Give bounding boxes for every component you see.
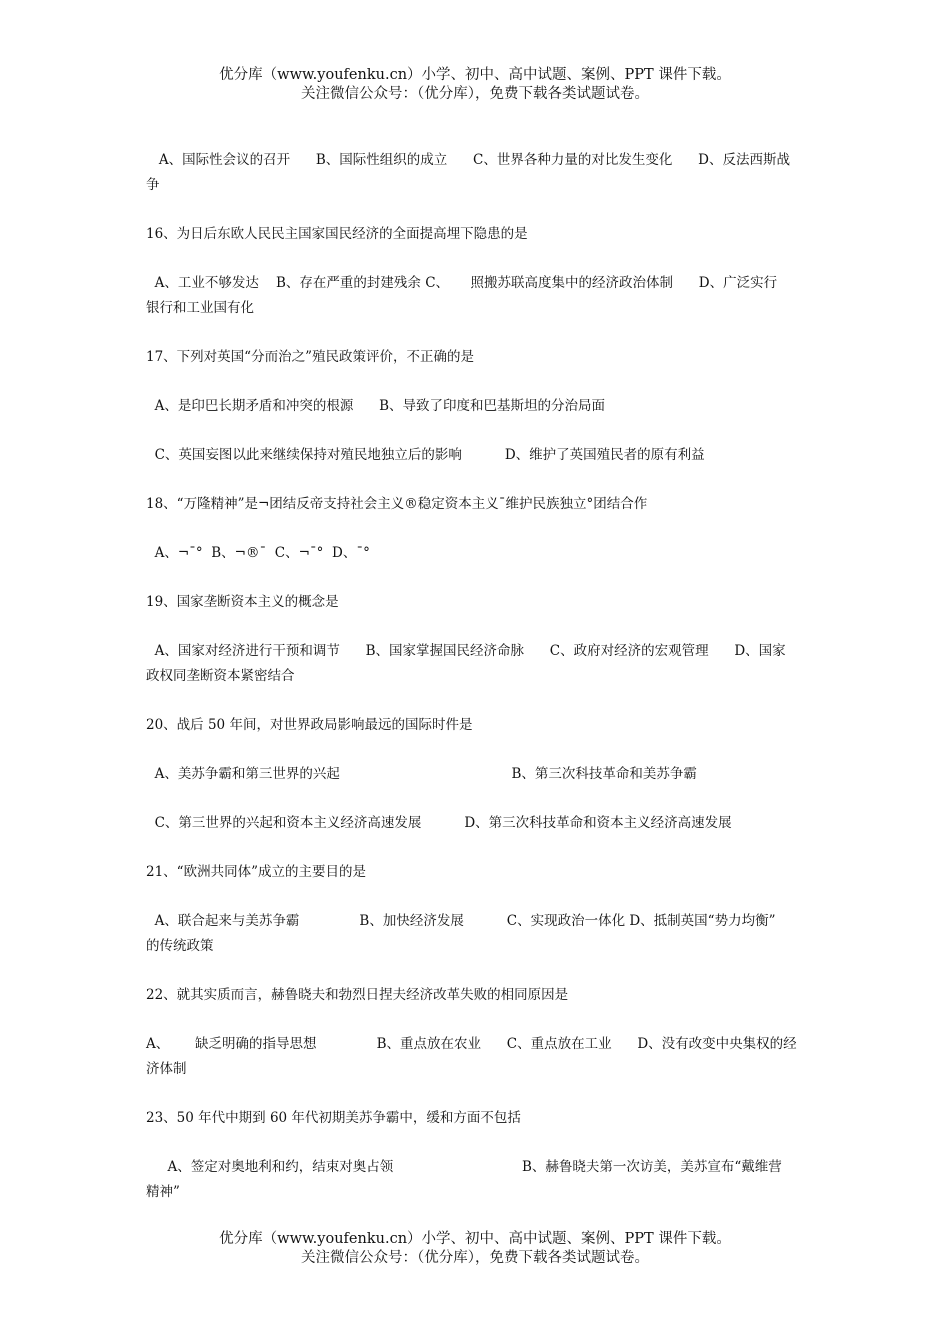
text-line: A、¬¯° B、¬®¯ C、¬¯° D、¯° (146, 545, 370, 561)
options-block (146, 811, 808, 836)
text-line: A、 缺乏明确的指导思想 B、重点放在农业 C、重点放在工业 D、没有改变中央集权的经 (146, 1036, 797, 1052)
options-block (146, 271, 808, 321)
options-block (146, 762, 808, 787)
text-line: C、第三世界的兴起和资本主义经济高速发展 D、第三次科技革命和资本主义经济高速发展 (146, 815, 732, 831)
document-body (146, 148, 808, 1205)
text-line: A、签定对奥地利和约，结束对奥占领 B、赫鲁晓夫第一次访美，美苏宣布“戴维营 (146, 1159, 782, 1175)
options-block (146, 443, 808, 468)
question-17 (146, 345, 808, 370)
question-text: 21、“欧洲共同体”成立的主要目的是 (146, 864, 366, 880)
question-text: 22、就其实质而言，赫鲁晓夫和勃烈日捏夫经济改革失败的相同原因是 (146, 987, 569, 1003)
options-block (146, 1155, 808, 1205)
question-20 (146, 713, 808, 738)
header-line-1: 优分库（www.youfenku.cn）小学、初中、高中试题、案例、PPT 课件下载。 (219, 67, 731, 83)
text-line: A、联合起来与美苏争霸 B、加快经济发展 C、实现政治一体化 D、抵制英国“势力均衡” (146, 913, 776, 929)
question-21 (146, 860, 808, 885)
text-line: 争 (146, 177, 160, 193)
question-text: 18、“万隆精神”是¬团结反帝支持社会主义®稳定资本主义¯维护民族独立°团结合作 (146, 496, 648, 512)
header-line-2: 关注微信公众号：（优分库），免费下载各类试题试卷。 (301, 86, 649, 102)
options-block (146, 394, 808, 419)
text-line: A、是印巴长期矛盾和冲突的根源 B、导致了印度和巴基斯坦的分治局面 (146, 398, 605, 414)
question-19 (146, 590, 808, 615)
text-line: 的传统政策 (146, 938, 214, 954)
text-line: 精神” (146, 1184, 180, 1200)
text-line: A、国家对经济进行干预和调节 B、国家掌握国民经济命脉 C、政府对经济的宏观管理 D、国家 (146, 643, 786, 659)
options-block (146, 148, 808, 198)
footer-line-1: 优分库（www.youfenku.cn）小学、初中、高中试题、案例、PPT 课件下载。 (219, 1231, 731, 1247)
text-line: C、英国妄图以此来继续保持对殖民地独立后的影响 D、维护了英国殖民者的原有利益 (146, 447, 705, 463)
text-line: A、国际性会议的召开 B、国际性组织的成立 C、世界各种力量的对比发生变化 D、反法西斯战 (146, 152, 790, 168)
page-header (0, 66, 950, 104)
question-18 (146, 492, 808, 517)
text-line: A、美苏争霸和第三世界的兴起 B、第三次科技革命和美苏争霸 (146, 766, 697, 782)
text-line: 银行和工业国有化 (146, 300, 254, 316)
question-text: 16、为日后东欧人民民主国家国民经济的全面提高埋下隐患的是 (146, 226, 528, 242)
question-16 (146, 222, 808, 247)
text-line: A、工业不够发达 B、存在严重的封建残余 C、 照搬苏联高度集中的经济政治体制 D、广泛实行 (146, 275, 778, 291)
footer-line-2: 关注微信公众号：（优分库），免费下载各类试题试卷。 (301, 1250, 649, 1266)
question-23 (146, 1106, 808, 1131)
options-block (146, 541, 808, 566)
question-text: 19、国家垄断资本主义的概念是 (146, 594, 339, 610)
options-block (146, 1032, 808, 1082)
text-line: 济体制 (146, 1061, 187, 1077)
question-text: 23、50 年代中期到 60 年代初期美苏争霸中，缓和方面不包括 (146, 1110, 521, 1126)
question-text: 17、下列对英国“分而治之”殖民政策评价，不正确的是 (146, 349, 474, 365)
question-22 (146, 983, 808, 1008)
text-line: 政权同垄断资本紧密结合 (146, 668, 295, 684)
question-text: 20、战后 50 年间，对世界政局影响最远的国际时件是 (146, 717, 473, 733)
options-block (146, 909, 808, 959)
page-footer (0, 1230, 950, 1268)
options-block (146, 639, 808, 689)
